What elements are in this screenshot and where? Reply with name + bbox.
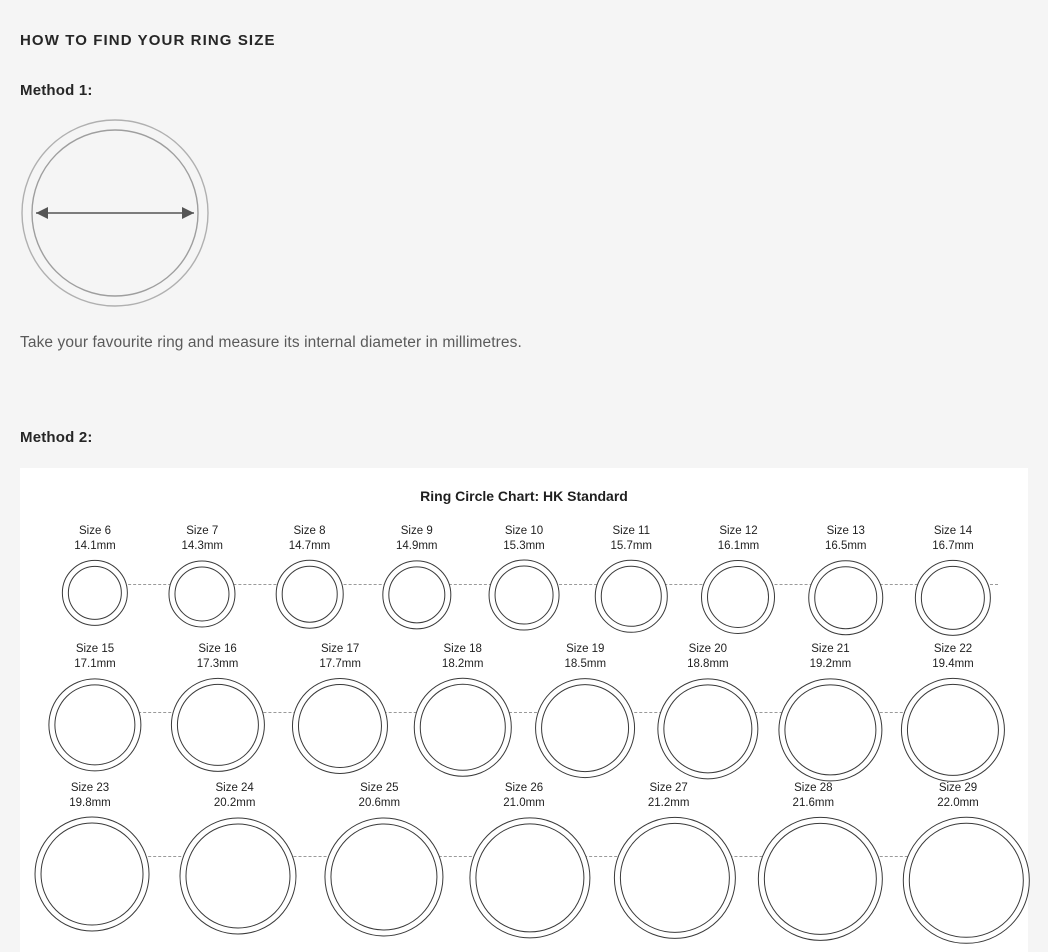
ring-inner-edge: [175, 566, 230, 621]
ring-inner-edge: [907, 684, 999, 776]
ring-size-label: [684, 524, 794, 554]
ring-size-cell[interactable]: [469, 524, 579, 631]
ring-size-cell[interactable]: [40, 524, 150, 626]
ring-inner-edge: [620, 823, 730, 933]
ring-size-number: Size 19: [566, 643, 605, 655]
ring-circle-icon: [535, 678, 635, 778]
ring-diameter-value: 15.7mm: [610, 540, 653, 552]
ring-diameter-value: 14.7mm: [288, 540, 331, 552]
ring-diameter-value: 16.5mm: [824, 540, 867, 552]
ring-inner-edge: [186, 823, 291, 928]
ring-size-number: Size 15: [75, 643, 115, 655]
ring-size-number: Size 23: [70, 782, 110, 794]
ring-diameter-value: 21.2mm: [647, 797, 690, 809]
ring-size-cell[interactable]: [147, 524, 257, 627]
ring-size-number: Size 11: [612, 525, 650, 537]
ring-size-number: Size 16: [198, 643, 237, 655]
ring-size-number: Size 6: [79, 525, 111, 537]
ring-circle-icon: [758, 817, 882, 941]
ring-size-cell[interactable]: [469, 781, 579, 938]
ring-size-number: Size 26: [504, 782, 544, 794]
ring-size-cell[interactable]: [180, 781, 290, 934]
ring-size-cell[interactable]: [775, 642, 885, 781]
ring-inner-edge: [298, 684, 382, 768]
ring-size-label: [758, 781, 868, 811]
ring-diameter-value: 19.4mm: [932, 658, 974, 670]
ring-size-cell[interactable]: [653, 642, 763, 779]
ring-size-label: [775, 642, 885, 672]
ring-size-label: [40, 642, 150, 672]
ring-inner-edge: [764, 823, 876, 935]
ring-size-cell[interactable]: [408, 642, 518, 776]
ring-circle-icon: [779, 678, 882, 781]
method-1-caption: Take your favourite ring and measure its internal diameter in millimetres.: [20, 334, 522, 351]
ring-diameter-value: 21.6mm: [792, 797, 835, 809]
ring-size-label: [180, 781, 290, 811]
ring-circle-icon: [169, 560, 236, 627]
ring-inner-edge: [785, 684, 876, 775]
ring-circle-icon: [382, 560, 451, 629]
ring-size-label: [614, 781, 724, 811]
ring-inner-edge: [541, 684, 629, 772]
ring-inner-edge: [475, 823, 584, 932]
ring-inner-edge: [814, 566, 878, 630]
ring-circle-icon: [48, 678, 141, 771]
ring-size-number: Size 28: [794, 782, 833, 794]
ring-inner-edge: [495, 566, 554, 625]
ring-size-cell[interactable]: [40, 642, 150, 771]
ring-size-number: Size 29: [938, 782, 978, 794]
method-1-heading: Method 1:: [20, 82, 93, 99]
ring-size-label: [469, 781, 579, 811]
ring-size-label: [163, 642, 273, 672]
ring-size-number: Size 10: [504, 525, 544, 537]
ring-diameter-value: 14.3mm: [181, 540, 224, 552]
ring-diameter-value: 16.1mm: [717, 540, 760, 552]
ring-size-number: Size 13: [826, 525, 865, 537]
chart-row: [20, 524, 1028, 642]
ring-circle-icon: [469, 817, 590, 938]
ring-size-cell[interactable]: [163, 642, 273, 772]
ring-size-number: Size 18: [443, 643, 482, 655]
ring-size-label: [898, 642, 1008, 672]
ring-size-cell[interactable]: [35, 781, 145, 932]
ring-diameter-value: 21.0mm: [503, 797, 545, 809]
ring-size-label: [147, 524, 257, 554]
ring-size-label: [898, 524, 1008, 554]
ring-diameter-value: 18.5mm: [564, 658, 607, 670]
ring-size-cell[interactable]: [255, 524, 365, 629]
ring-diameter-value: 17.7mm: [319, 658, 361, 670]
ring-size-cell[interactable]: [576, 524, 686, 632]
ring-size-number: Size 17: [320, 643, 360, 655]
ring-size-number: Size 22: [933, 643, 973, 655]
ring-circle-icon: [275, 560, 344, 629]
ring-size-number: Size 20: [688, 643, 728, 655]
ring-size-cell[interactable]: [898, 524, 1008, 636]
method-2-heading: Method 2:: [20, 429, 93, 446]
ring-inner-edge: [921, 566, 985, 630]
ring-diameter-value: 19.2mm: [809, 658, 852, 670]
ring-circle-icon: [489, 560, 560, 631]
ring-size-label: [469, 524, 579, 554]
ring-diameter-value: 19.8mm: [69, 797, 111, 809]
ring-inner-edge: [707, 566, 769, 628]
ring-inner-edge: [663, 684, 752, 773]
ring-size-number: Size 8: [293, 525, 326, 537]
ring-size-label: [324, 781, 434, 811]
ring-diameter-value: 14.9mm: [395, 540, 438, 552]
ring-circle-icon: [702, 560, 776, 634]
ring-size-label: [40, 524, 150, 554]
ring-size-label: [408, 642, 518, 672]
ring-diameter-value: 17.3mm: [196, 658, 239, 670]
page-title: HOW TO FIND YOUR RING SIZE: [20, 32, 276, 49]
ring-size-label: [362, 524, 472, 554]
ring-size-cell[interactable]: [684, 524, 794, 634]
ring-circle-icon: [595, 560, 667, 632]
ring-size-number: Size 14: [933, 525, 973, 537]
chart-row: [20, 781, 1028, 929]
ring-size-cell[interactable]: [285, 642, 395, 774]
ring-diameter-value: 17.1mm: [74, 658, 116, 670]
ring-size-number: Size 27: [649, 782, 688, 794]
ring-inner-edge: [176, 684, 258, 766]
ring-size-label: [530, 642, 640, 672]
ring-diameter-value: 22.0mm: [937, 797, 979, 809]
chart-rows: [20, 524, 1028, 929]
ring-circle-icon: [292, 678, 388, 774]
ring-inner-edge: [909, 823, 1023, 937]
ring-size-label: [903, 781, 1013, 811]
ring-circle-icon: [62, 560, 128, 626]
ring-circle-chart-card: [20, 468, 1028, 952]
ring-diameter-value: 16.7mm: [932, 540, 974, 552]
ring-circle-icon: [657, 678, 758, 779]
ring-size-cell[interactable]: [324, 781, 434, 936]
ring-diameter-value: 18.2mm: [441, 658, 484, 670]
ring-size-number: Size 7: [186, 525, 219, 537]
ring-size-cell[interactable]: [903, 781, 1013, 943]
ring-size-number: Size 12: [719, 525, 758, 537]
chart-row: [20, 642, 1028, 781]
ring-size-cell[interactable]: [758, 781, 868, 941]
ring-circle-icon: [614, 817, 736, 939]
chart-title: Ring Circle Chart: HK Standard: [420, 488, 628, 504]
ring-inner-edge: [330, 823, 437, 930]
ring-inner-edge: [54, 684, 135, 765]
ring-size-label: [35, 781, 145, 811]
ring-size-number: Size 21: [811, 643, 850, 655]
ring-size-cell[interactable]: [898, 642, 1008, 782]
ring-circle-icon: [170, 678, 264, 772]
ring-inner-edge: [281, 566, 338, 623]
ring-diameter-value: 20.6mm: [358, 797, 401, 809]
ring-size-number: Size 9: [400, 525, 433, 537]
ring-circle-icon: [915, 560, 991, 636]
ring-size-label: [285, 642, 395, 672]
ring-circle-icon: [901, 678, 1005, 782]
ring-circle-icon: [413, 678, 511, 776]
ring-size-label: [255, 524, 365, 554]
ring-diameter-value: 15.3mm: [503, 540, 545, 552]
ring-size-label: [653, 642, 763, 672]
ring-circle-icon: [180, 817, 297, 934]
ring-circle-icon: [324, 817, 443, 936]
ring-circle-icon: [35, 817, 150, 932]
ring-diameter-value: 14.1mm: [74, 540, 116, 552]
ring-diameter-value: 18.8mm: [687, 658, 729, 670]
ring-size-label: [576, 524, 686, 554]
ring-size-number: Size 24: [215, 782, 254, 794]
ring-diameter-arrow-icon: [20, 118, 210, 308]
ring-size-number: Size 25: [360, 782, 399, 794]
ring-size-cell[interactable]: [614, 781, 724, 939]
ring-circle-icon: [808, 560, 884, 636]
ring-inner-edge: [41, 823, 144, 926]
ring-diameter-value: 20.2mm: [213, 797, 256, 809]
ring-size-cell[interactable]: [362, 524, 472, 629]
ring-size-cell[interactable]: [791, 524, 901, 636]
ring-size-cell[interactable]: [530, 642, 640, 778]
ring-size-label: [791, 524, 901, 554]
ring-circle-icon: [903, 817, 1029, 943]
